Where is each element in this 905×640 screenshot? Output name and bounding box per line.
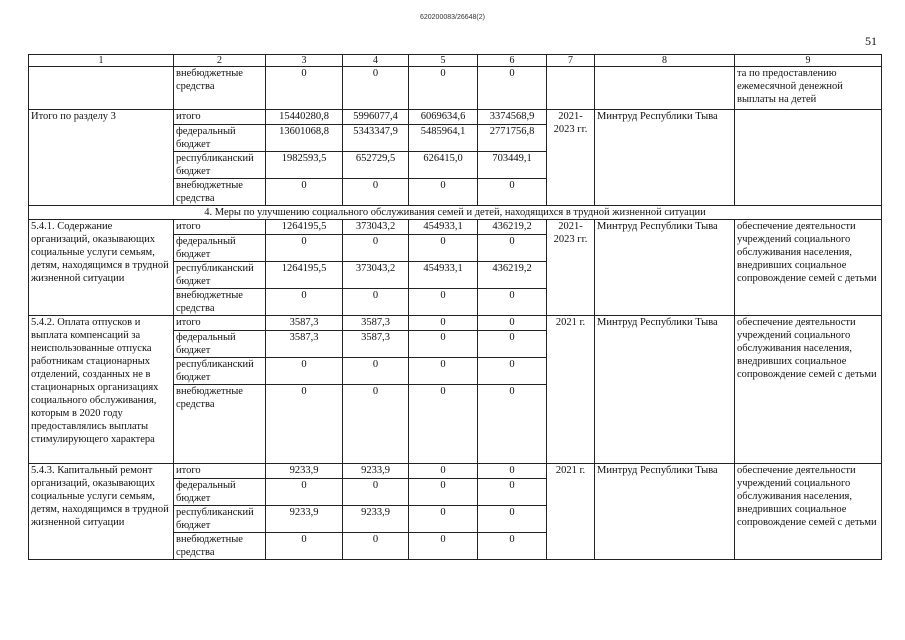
amount-cell: 0 bbox=[266, 533, 343, 560]
amount-cell: 0 bbox=[343, 235, 409, 262]
amount-cell: 1264195,5 bbox=[266, 262, 343, 289]
executor-cell: Минтруд Республики Тыва bbox=[595, 464, 735, 560]
amount-cell: 0 bbox=[343, 385, 409, 464]
document-code: 620200083/26648(2) bbox=[419, 14, 485, 21]
header-cell: 7 bbox=[547, 55, 595, 67]
funding-source: федеральный бюджет bbox=[174, 331, 266, 358]
funding-source: федеральный бюджет bbox=[174, 479, 266, 506]
amount-cell: 3587,3 bbox=[266, 316, 343, 331]
amount-cell: 436219,2 bbox=[478, 220, 547, 235]
result-cell bbox=[735, 110, 882, 206]
amount-cell: 0 bbox=[266, 385, 343, 464]
funding-source: итого bbox=[174, 220, 266, 235]
amount-cell: 0 bbox=[478, 331, 547, 358]
amount-cell: 652729,5 bbox=[343, 152, 409, 179]
table-row bbox=[29, 464, 882, 479]
amount-cell: 0 bbox=[266, 289, 343, 316]
funding-source: внебюджетные средства bbox=[174, 179, 266, 206]
amount-cell: 0 bbox=[409, 179, 478, 206]
funding-source: республиканский бюджет bbox=[174, 506, 266, 533]
measure-name: 5.4.1. Содержание организаций, оказывающих социальные услуги семьям, детям, находящимся в трудной жизненной ситуации bbox=[29, 220, 174, 316]
table-row bbox=[29, 110, 882, 125]
amount-cell: 0 bbox=[409, 235, 478, 262]
funding-source: итого bbox=[174, 464, 266, 479]
amount-cell: 0 bbox=[343, 289, 409, 316]
amount-cell: 0 bbox=[478, 506, 547, 533]
section-title: 4. Меры по улучшению социального обслуживания семей и детей, находящихся в трудной жизненной ситуации bbox=[29, 206, 882, 220]
amount-cell: 0 bbox=[343, 358, 409, 385]
amount-cell: 626415,0 bbox=[409, 152, 478, 179]
amount-cell: 0 bbox=[409, 331, 478, 358]
period-cell bbox=[547, 67, 595, 110]
amount-cell: 13601068,8 bbox=[266, 125, 343, 152]
amount-cell: 0 bbox=[478, 316, 547, 331]
amount-cell: 0 bbox=[478, 179, 547, 206]
amount-cell: 0 bbox=[478, 235, 547, 262]
funding-source: республиканский бюджет bbox=[174, 262, 266, 289]
amount-cell: 5343347,9 bbox=[343, 125, 409, 152]
period-cell: 2021-2023 гг. bbox=[547, 220, 595, 316]
amount-cell: 0 bbox=[478, 67, 547, 110]
funding-source: внебюджетные средства bbox=[174, 289, 266, 316]
amount-cell: 0 bbox=[266, 179, 343, 206]
amount-cell: 1982593,5 bbox=[266, 152, 343, 179]
header-row bbox=[29, 55, 882, 67]
amount-cell: 0 bbox=[409, 464, 478, 479]
measure-name: Итого по разделу 3 bbox=[29, 110, 174, 206]
amount-cell: 0 bbox=[478, 533, 547, 560]
executor-cell: Минтруд Республики Тыва bbox=[595, 110, 735, 206]
header-cell: 6 bbox=[478, 55, 547, 67]
amount-cell: 373043,2 bbox=[343, 262, 409, 289]
amount-cell: 3587,3 bbox=[266, 331, 343, 358]
result-cell: та по предоставлению ежемесячной денежной выплаты на детей bbox=[735, 67, 882, 110]
amount-cell: 0 bbox=[478, 358, 547, 385]
page-number: 51 bbox=[865, 34, 877, 48]
measure-name: 5.4.2. Оплата отпусков и выплата компенсаций за неиспользованные отпуска работникам стационарных отделений, созданных не в стационарных организациях социального обслуживания, которым в 2020 году предоставлялись выплаты стимулирующего характера bbox=[29, 316, 174, 464]
amount-cell: 5996077,4 bbox=[343, 110, 409, 125]
header-cell: 3 bbox=[266, 55, 343, 67]
amount-cell: 0 bbox=[409, 533, 478, 560]
section-title-row bbox=[29, 206, 882, 220]
amount-cell: 436219,2 bbox=[478, 262, 547, 289]
amount-cell: 9233,9 bbox=[343, 506, 409, 533]
amount-cell: 0 bbox=[266, 235, 343, 262]
amount-cell: 0 bbox=[409, 479, 478, 506]
amount-cell: 0 bbox=[409, 67, 478, 110]
amount-cell: 0 bbox=[409, 289, 478, 316]
amount-cell: 3587,3 bbox=[343, 316, 409, 331]
amount-cell: 2771756,8 bbox=[478, 125, 547, 152]
amount-cell: 6069634,6 bbox=[409, 110, 478, 125]
header-cell: 9 bbox=[735, 55, 882, 67]
table-row bbox=[29, 67, 882, 110]
header-cell: 5 bbox=[409, 55, 478, 67]
period-cell: 2021 г. bbox=[547, 464, 595, 560]
executor-cell bbox=[595, 67, 735, 110]
funding-source: внебюджетные средства bbox=[174, 67, 266, 110]
amount-cell: 0 bbox=[478, 479, 547, 506]
amount-cell: 0 bbox=[409, 316, 478, 331]
amount-cell: 703449,1 bbox=[478, 152, 547, 179]
header-cell: 1 bbox=[29, 55, 174, 67]
result-cell: обеспечение деятельности учреждений социального обслуживания населения, внедривших социальное сопровождение семей с детьми bbox=[735, 464, 882, 560]
amount-cell: 0 bbox=[343, 533, 409, 560]
result-cell: обеспечение деятельности учреждений социального обслуживания населения, внедривших социальное сопровождение семей с детьми bbox=[735, 220, 882, 316]
header-cell: 4 bbox=[343, 55, 409, 67]
funding-source: итого bbox=[174, 110, 266, 125]
amount-cell: 0 bbox=[343, 67, 409, 110]
amount-cell: 9233,9 bbox=[266, 464, 343, 479]
amount-cell: 0 bbox=[478, 464, 547, 479]
amount-cell: 0 bbox=[266, 67, 343, 110]
amount-cell: 3587,3 bbox=[343, 331, 409, 358]
amount-cell: 0 bbox=[409, 385, 478, 464]
funding-source: республиканский бюджет bbox=[174, 358, 266, 385]
executor-cell: Минтруд Республики Тыва bbox=[595, 316, 735, 464]
executor-cell: Минтруд Республики Тыва bbox=[595, 220, 735, 316]
amount-cell: 9233,9 bbox=[266, 506, 343, 533]
measure-name bbox=[29, 67, 174, 110]
amount-cell: 15440280,8 bbox=[266, 110, 343, 125]
funding-source: итого bbox=[174, 316, 266, 331]
amount-cell: 0 bbox=[409, 506, 478, 533]
funding-source: федеральный бюджет bbox=[174, 125, 266, 152]
table-row bbox=[29, 220, 882, 235]
header-cell: 2 bbox=[174, 55, 266, 67]
amount-cell: 454933,1 bbox=[409, 262, 478, 289]
amount-cell: 0 bbox=[266, 479, 343, 506]
period-cell: 2021-2023 гг. bbox=[547, 110, 595, 206]
table-row bbox=[29, 316, 882, 331]
amount-cell: 0 bbox=[478, 289, 547, 316]
amount-cell: 0 bbox=[343, 479, 409, 506]
period-cell: 2021 г. bbox=[547, 316, 595, 464]
amount-cell: 5485964,1 bbox=[409, 125, 478, 152]
funding-source: республиканский бюджет bbox=[174, 152, 266, 179]
amount-cell: 0 bbox=[343, 179, 409, 206]
header-cell: 8 bbox=[595, 55, 735, 67]
amount-cell: 0 bbox=[409, 358, 478, 385]
measure-name: 5.4.3. Капитальный ремонт организаций, оказывающих социальные услуги семьям, детям, находящимся в трудной жизненной ситуации bbox=[29, 464, 174, 560]
amount-cell: 3374568,9 bbox=[478, 110, 547, 125]
result-cell: обеспечение деятельности учреждений социального обслуживания населения, внедривших социальное сопровождение семей с детьми bbox=[735, 316, 882, 464]
program-table bbox=[28, 54, 882, 560]
amount-cell: 1264195,5 bbox=[266, 220, 343, 235]
funding-source: внебюджетные средства bbox=[174, 385, 266, 464]
amount-cell: 0 bbox=[478, 385, 547, 464]
amount-cell: 373043,2 bbox=[343, 220, 409, 235]
funding-source: федеральный бюджет bbox=[174, 235, 266, 262]
funding-source: внебюджетные средства bbox=[174, 533, 266, 560]
amount-cell: 454933,1 bbox=[409, 220, 478, 235]
amount-cell: 0 bbox=[266, 358, 343, 385]
amount-cell: 9233,9 bbox=[343, 464, 409, 479]
